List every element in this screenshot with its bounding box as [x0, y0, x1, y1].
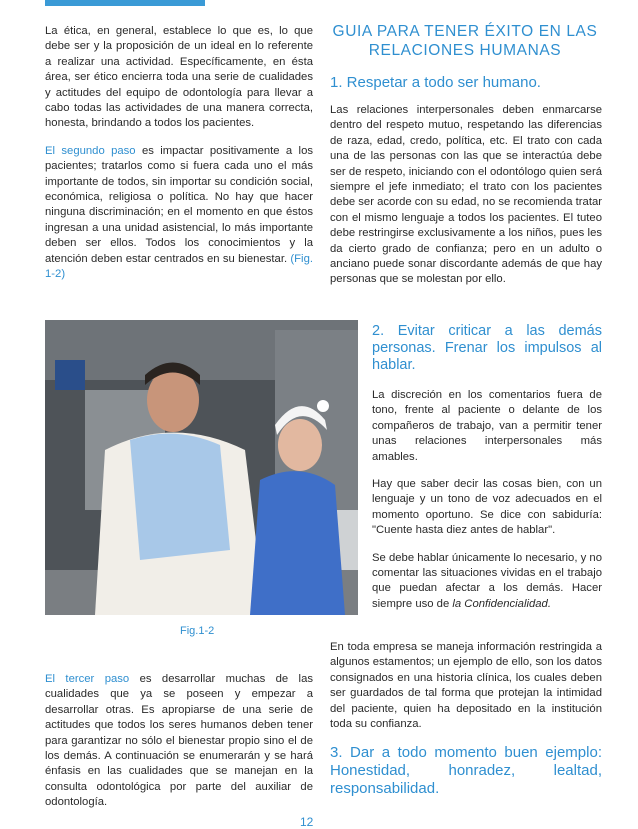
paragraph-confidentiality: [372, 551, 602, 613]
figure-reference: (Fig. 1-2): [45, 252, 313, 281]
right-column-bottom: [330, 640, 602, 798]
right-column-middle: [372, 323, 602, 624]
paragraph-third-step: [45, 672, 313, 811]
heading-avoid-criticism: 2. Evitar criticar a las demás personas. Frenar los impulsos al hablar.: [372, 323, 602, 373]
left-column-top: [45, 24, 313, 295]
third-step-lead: El tercer paso: [45, 673, 130, 685]
confidentiality-emphasis: la Confidencialidad.: [452, 597, 551, 610]
second-step-lead: El segundo paso: [45, 144, 136, 157]
third-step-text: es desarrollar muchas de las cualidades que ya se poseen y empezar a desarrollar otras. Es apropiarse de una serie de actitudes que todos los seres humanos deben tener para garantizar no sólo el bienestar propio sino el de los demás. A continuación se enumerarán y se hará énfasis en las cualidades que se manejan en la consulta odontológica por parte del auxiliar de odontología.: [45, 673, 313, 809]
photo-figure-1-2: [45, 320, 358, 615]
top-accent-bar: [45, 0, 205, 6]
paragraph-respect: Las relaciones interpersonales deben enmarcarse dentro del respeto mutuo, respetando las diferencias de raza, edad, credo, política, etc. El trato con cada una de las personas con las que se interactúa debe ser de respeto, iniciando con el odontólogo quien será siempre el jefe inmediato; el trato con los pacientes debe ser acorde con su edad, no se recomienda tratar con el mismo lenguaje a todos los pacientes. El tuteo debe restringirse exclusivamente a los niños, pues les da cierto grado de confianza; pero en un adulto o anciano puede sonar discordante además de que hay personas que se molestan por ello.: [330, 104, 602, 286]
figure-caption: Fig.1-2: [180, 625, 215, 637]
paragraph-say-well: Hay que saber decir las cosas bien, con un lenguaje y un tono de voz adecuados en el momento oportuno. Se dice con sabiduría: "Cuente hasta diez antes de hablar".: [372, 478, 602, 537]
page-number: 12: [300, 815, 314, 829]
paragraph-discretion: La discreción en los comentarios fuera de tono, frente al paciente o delante de los compañeros de trabajo, van a permitir tener unas relaciones interpersonales más amables.: [372, 389, 602, 463]
paragraph-ethics: La ética, en general, establece lo que es, lo que debe ser y la proposición de un ideal en lo referente a realizar una actividad. Específicamente, en ésta área, ser ético encierra toda una serie de cualidades y actitudes del equipo de odontología para llevar a cabo todas las actividades de una manera correcta, honesta, brindando a todos los pacientes.: [45, 25, 313, 130]
heading-good-example: 3. Dar a todo momento buen ejemplo: Honestidad, honradez, lealtad, responsabilidad.: [330, 744, 602, 798]
confidentiality-text: Se debe hablar únicamente lo necesario, y no comentar las situaciones vividas en el trabajo que puedan afectar a los demás. Hacer siempre uso de: [372, 551, 602, 610]
heading-respect: 1. Respetar a todo ser humano.: [330, 74, 541, 91]
second-step-text: es impactar positivamente a los pacientes; tratarlos como si fuera cada uno el más importante de todos, sin importar su condición social, económica, religiosa o política. No hay que hacer ninguna discriminación; en el momento en que éstos ingresan a una unidad asistencial, lo más importante deben ser ellos. Todos los conocimientos y la atención deben estar centrados en su bienestar.: [45, 144, 313, 265]
right-column-top: [330, 74, 602, 300]
paragraph-restricted-info: En toda empresa se maneja información restringida a algunos estamentos; un ejemplo de ello, son los datos consignados en una historia clínica, los cuales deben ser guardados de tal forma que protejan la intimidad del paciente, quien ha depositado en la institución toda su confianza.: [330, 641, 602, 731]
paragraph-second-step: [45, 144, 313, 283]
left-column-bottom: [45, 672, 313, 823]
section-title: GUIA PARA TENER ÉXITO EN LAS RELACIONES HUMANAS: [332, 23, 598, 59]
